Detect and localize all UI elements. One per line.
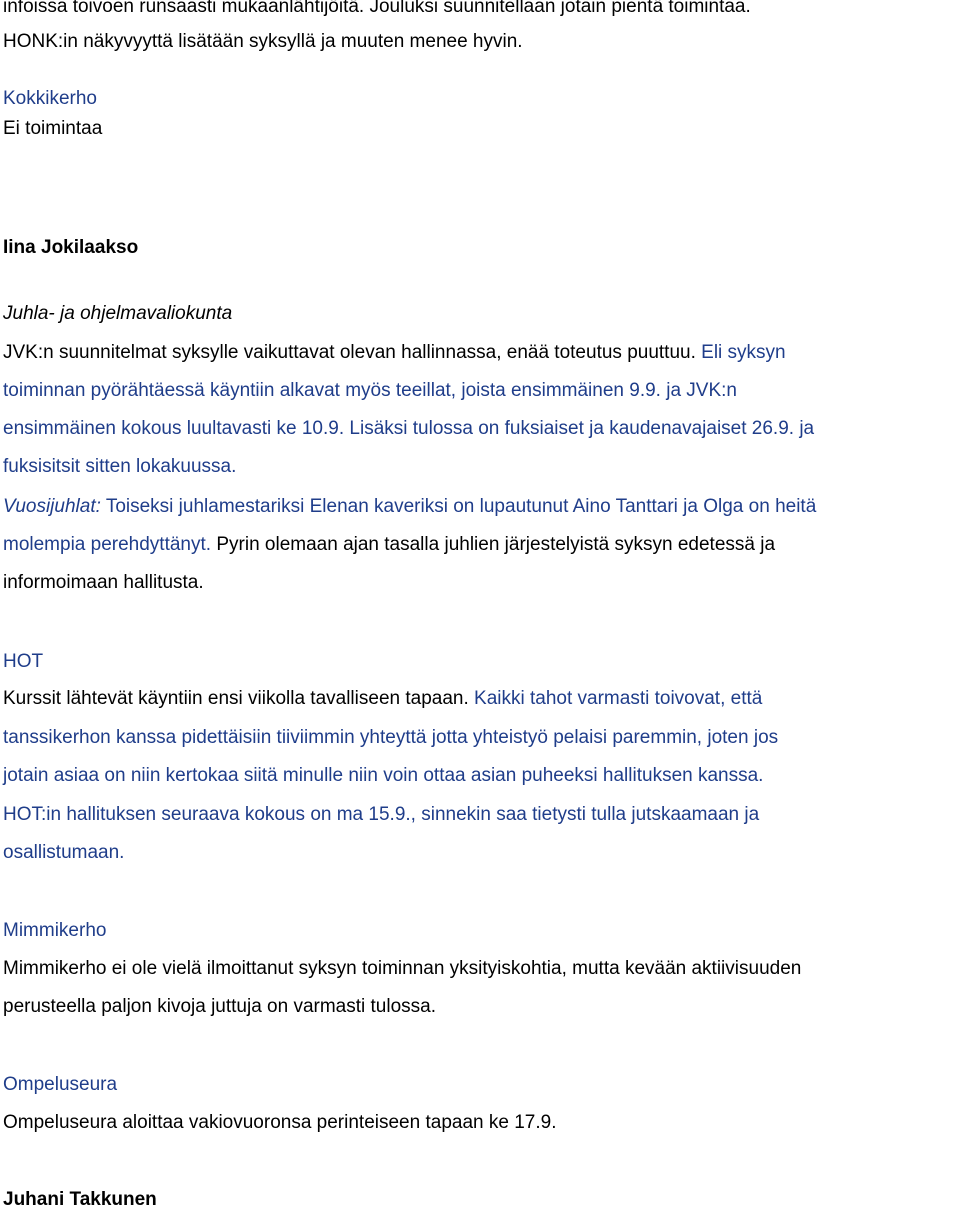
mimmikerho-line-2-text: perusteella paljon kivoja juttuja on varmasti tulossa. bbox=[3, 996, 437, 1017]
vuosijuhlat-label: Vuosijuhlat: bbox=[3, 496, 101, 517]
kokkikerho-heading bbox=[3, 87, 97, 111]
hot-heading-text: HOT bbox=[3, 651, 44, 672]
vuosijuhlat-line-2-rest: Pyrin olemaan ajan tasalla juhlien järjestelyistä syksyn edetessä ja bbox=[211, 534, 776, 555]
mimmikerho-line-1 bbox=[3, 957, 801, 981]
vuosijuhlat-line-1-text: Toiseksi juhlamestariksi Elenan kaveriksi on lupautunut Aino Tanttari ja Olga on heitä bbox=[100, 496, 817, 517]
hot-line-2-text: tanssikerhon kanssa pidettäisiin tiiviimmin yhteyttä jotta yhteistyö pelaisi paremmin, joten jos bbox=[3, 727, 779, 748]
vuosijuhlat-line-3-text: informoimaan hallitusta. bbox=[3, 572, 204, 593]
hot-line-3-text: jotain asiaa on niin kertokaa siitä minulle niin voin ottaa asian puheeksi hallituksen kanssa. bbox=[3, 765, 764, 786]
hot-line-1 bbox=[3, 687, 762, 711]
hot-line-2 bbox=[3, 726, 778, 750]
kokkikerho-status: Ei toimintaa bbox=[3, 118, 103, 139]
jvk-line-3-text: ensimmäinen kokous luultavasti ke 10.9. Lisäksi tulossa on fuksiaiset ja kaudenavajaiset 26.9. ja bbox=[3, 418, 815, 439]
hot-line-5 bbox=[3, 841, 124, 865]
intro-line-2-text: HONK:in näkyvyyttä lisätään syksyllä ja muuten menee hyvin. bbox=[3, 31, 523, 52]
mimmikerho-heading-text: Mimmikerho bbox=[3, 920, 107, 941]
hot-line-4 bbox=[3, 803, 759, 827]
hot-heading bbox=[3, 650, 43, 674]
kokkikerho-text bbox=[3, 117, 102, 141]
hot-line-1-blue: Kaikki tahot varmasti toivovat, että bbox=[468, 688, 763, 709]
hot-line-1-black: Kurssit lähtevät käyntiin ensi viikolla tavalliseen tapaan. bbox=[3, 688, 469, 709]
kokkikerho-heading-text: Kokkikerho bbox=[3, 88, 97, 109]
person-name-iina bbox=[3, 236, 138, 260]
intro-line-1 bbox=[3, 0, 751, 19]
jvk-line-2-text: toiminnan pyörähtäessä käyntiin alkavat myös teeillat, joista ensimmäinen 9.9. ja JVK:n bbox=[3, 380, 737, 401]
jvk-line-4-text: fuksisitsit sitten lokakuussa. bbox=[3, 456, 237, 477]
vuosijuhlat-line-2-black: molempia perehdyttänyt. bbox=[3, 534, 212, 555]
intro-line-1-text: infoissa toivoen runsaasti mukaanlähtijöitä. Jouluksi suunnitellaan jotain pientä toimintaa. bbox=[3, 0, 751, 17]
person-name-iina-text: Iina Jokilaakso bbox=[3, 237, 139, 258]
mimmikerho-line-1-text: Mimmikerho ei ole vielä ilmoittanut syksyn toiminnan yksityiskohtia, mutta kevään aktiivisuuden bbox=[3, 958, 802, 979]
person-name-juhani bbox=[3, 1188, 157, 1212]
committee-title bbox=[3, 302, 232, 326]
jvk-paragraph-line-3 bbox=[3, 417, 814, 441]
vuosijuhlat-line-3 bbox=[3, 571, 204, 595]
hot-line-5-text: osallistumaan. bbox=[3, 842, 125, 863]
jvk-paragraph-line-1 bbox=[3, 341, 786, 365]
mimmikerho-line-2 bbox=[3, 995, 436, 1019]
ompeluseura-heading bbox=[3, 1073, 117, 1097]
vuosijuhlat-line-1 bbox=[3, 495, 816, 519]
jvk-paragraph-line-4 bbox=[3, 455, 236, 479]
jvk-text-black: JVK:n suunnitelmat syksylle vaikuttavat olevan hallinnassa, enää toteutus puuttuu. bbox=[3, 342, 696, 363]
ompeluseura-heading-text: Ompeluseura bbox=[3, 1074, 118, 1095]
ompeluseura-text-line: Ompeluseura aloittaa vakiovuoronsa perinteiseen tapaan ke 17.9. bbox=[3, 1112, 557, 1133]
ompeluseura-text bbox=[3, 1111, 556, 1135]
mimmikerho-heading bbox=[3, 919, 106, 943]
vuosijuhlat-line-2 bbox=[3, 533, 775, 557]
jvk-text-blue: Eli syksyn bbox=[695, 342, 786, 363]
hot-line-4-text: HOT:in hallituksen seuraava kokous on ma 15.9., sinnekin saa tietysti tulla jutskaamaan ja bbox=[3, 804, 760, 825]
committee-title-text: Juhla- ja ohjelmavaliokunta bbox=[3, 303, 233, 324]
jvk-paragraph-line-2 bbox=[3, 379, 737, 403]
hot-line-3 bbox=[3, 764, 763, 788]
person-name-juhani-text: Juhani Takkunen bbox=[3, 1189, 157, 1210]
intro-line-2 bbox=[3, 30, 523, 54]
